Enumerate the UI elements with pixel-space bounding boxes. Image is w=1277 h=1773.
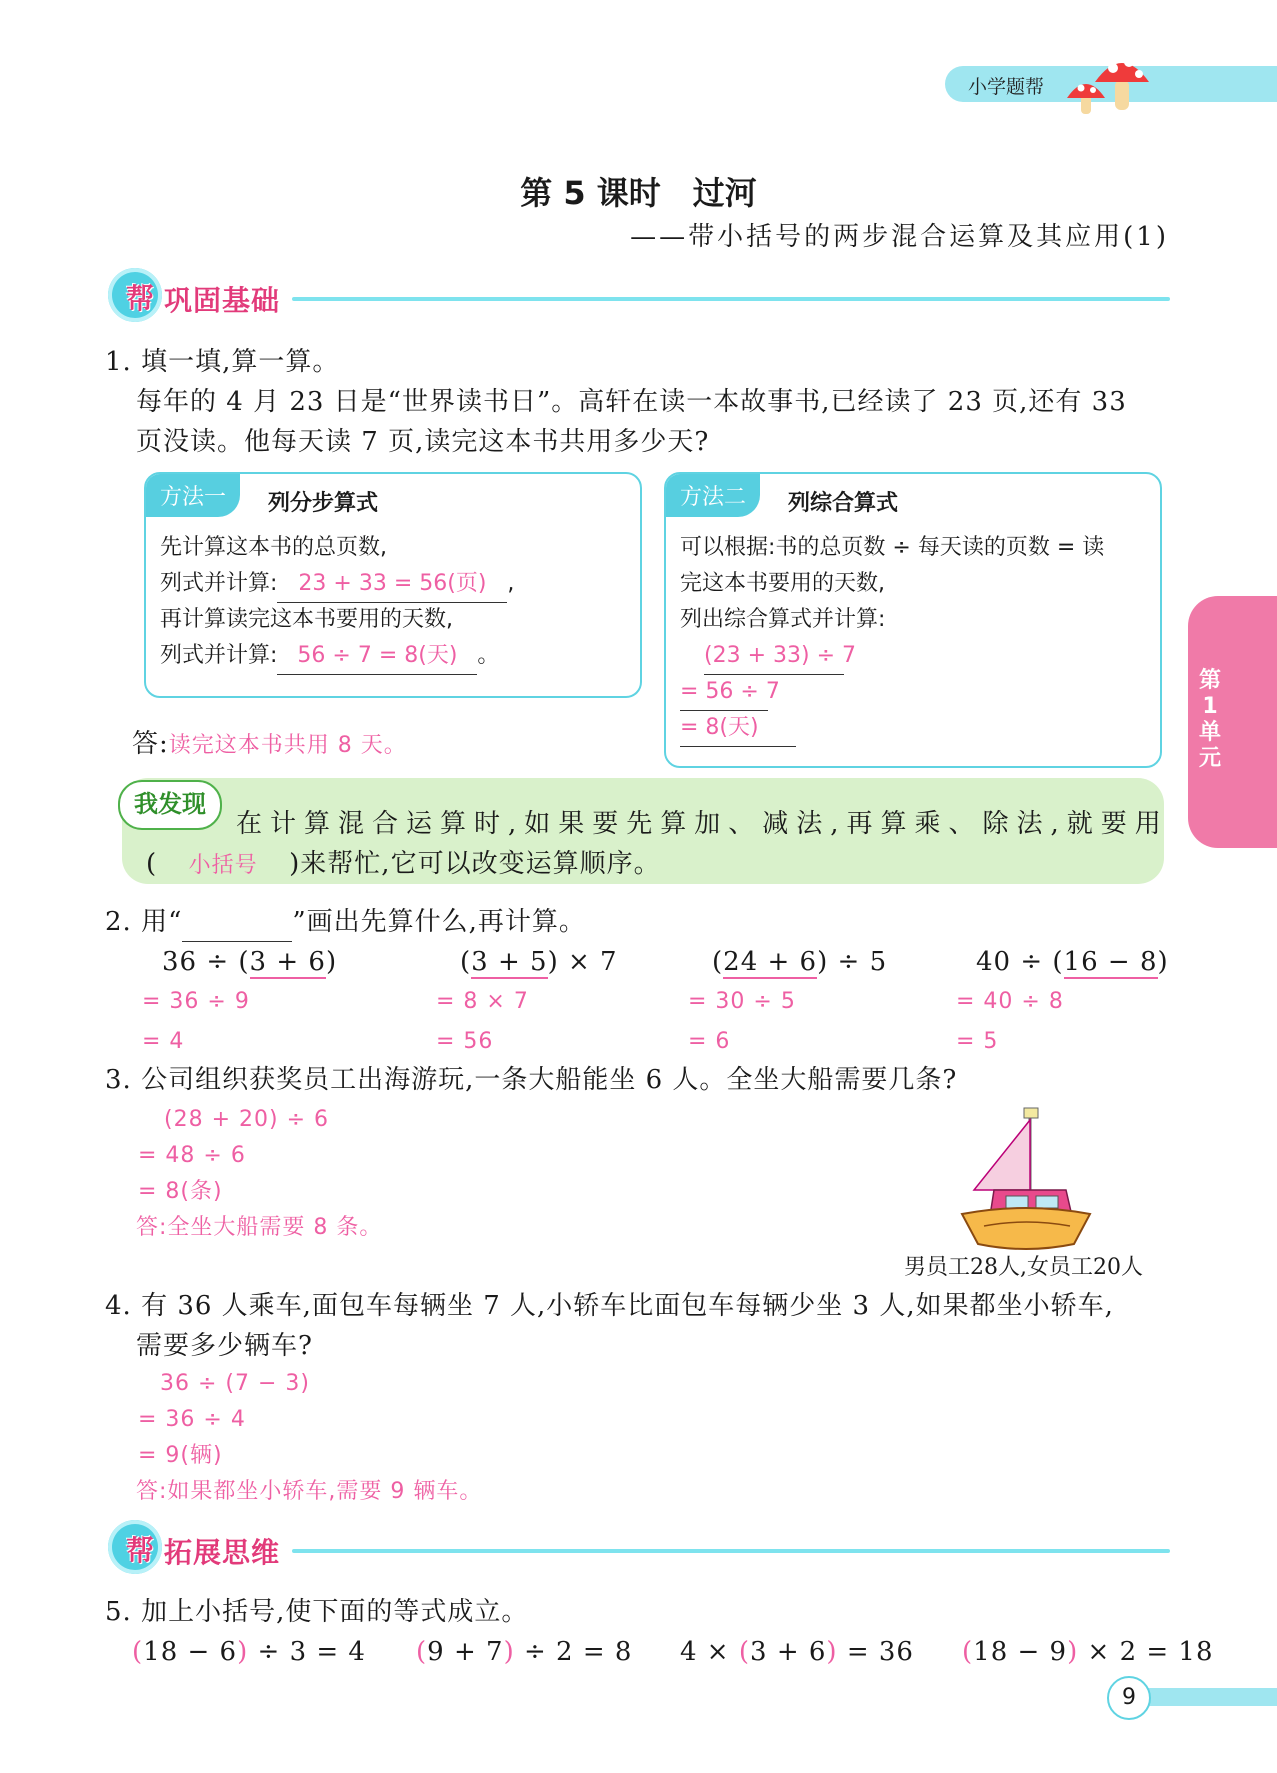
q2-expr: 40 ÷ (16 − 8) bbox=[976, 947, 1169, 977]
method1-line3: 再计算读完这本书要用的天数, bbox=[160, 607, 453, 632]
unit-side-label: 第1单元 bbox=[1198, 668, 1221, 771]
discover-answer: 小括号 bbox=[188, 853, 258, 878]
q2-item bbox=[142, 942, 338, 1062]
brand-label: 小学题帮 bbox=[968, 76, 1045, 98]
discover-line2: ( 小括号 )来帮忙,它可以改变运算顺序。 bbox=[146, 844, 661, 886]
method1-box bbox=[144, 472, 642, 698]
section-extend-title: 拓展思维 bbox=[164, 1536, 281, 1569]
method1-line4: 列式并计算: 56 ÷ 7 = 8(天) 。 bbox=[160, 638, 499, 675]
method1-answer2: 56 ÷ 7 = 8(天) bbox=[277, 638, 477, 675]
discover-badge: 我发现 bbox=[118, 780, 222, 830]
method2-line1: 可以根据:书的总页数 ÷ 每天读的页数 = 读 bbox=[680, 535, 1105, 560]
q2-item bbox=[688, 942, 888, 1062]
q1-answer-text: 读完这本书共用 8 天。 bbox=[168, 733, 407, 758]
method2-step2: = 56 ÷ 7 bbox=[680, 674, 768, 711]
q4-line1: 4. 有 36 人乘车,面包车每辆坐 7 人,小轿车比面包车每辆少坐 3 人,如果都坐小轿车, bbox=[105, 1291, 1114, 1321]
q2-step2: = 56 bbox=[436, 1029, 494, 1054]
q1-text-line2: 页没读。他每天读 7 页,读完这本书共用多少天? bbox=[136, 427, 710, 457]
section-extend-badge: 帮 bbox=[126, 1534, 156, 1567]
q2-step1: = 30 ÷ 5 bbox=[688, 989, 796, 1014]
lesson-subtitle: ——带小括号的两步混合运算及其应用(1) bbox=[630, 222, 1169, 252]
q2-step1: = 36 ÷ 9 bbox=[142, 989, 250, 1014]
section-divider bbox=[292, 297, 1170, 301]
mushroom-icon bbox=[1063, 44, 1153, 116]
q2-expr: (3 + 5) × 7 bbox=[460, 947, 618, 977]
q4-step1: 36 ÷ (7 − 3) bbox=[160, 1371, 310, 1396]
q3-step2: = 48 ÷ 6 bbox=[138, 1143, 246, 1168]
q3-answer: 答:全坐大船需要 8 条。 bbox=[136, 1215, 383, 1240]
q2-item bbox=[436, 942, 618, 1062]
method1-line1: 先计算这本书的总页数, bbox=[160, 535, 387, 560]
q3-caption: 男员工28人,女员工20人 bbox=[904, 1255, 1143, 1280]
q2-step2: = 4 bbox=[142, 1029, 185, 1054]
method2-step3: = 8(天) bbox=[680, 710, 796, 747]
method2-title: 列综合算式 bbox=[788, 491, 899, 516]
boat-illustration bbox=[954, 1106, 1096, 1256]
q5-item: (9 + 7) ÷ 2 = 8 bbox=[416, 1637, 633, 1667]
q5-item: (18 − 9) × 2 = 18 bbox=[962, 1637, 1214, 1667]
q4-line2: 需要多少辆车? bbox=[136, 1331, 313, 1361]
section-basic-badge: 帮 bbox=[126, 282, 156, 315]
q1-header: 1. 填一填,算一算。 bbox=[105, 347, 340, 377]
q4-step2: = 36 ÷ 4 bbox=[138, 1407, 246, 1432]
q5-item: 4 × (3 + 6) = 36 bbox=[680, 1637, 914, 1667]
q4-answer: 答:如果都坐小轿车,需要 9 辆车。 bbox=[136, 1479, 483, 1504]
lesson-title: 第 5 课时 过河 bbox=[520, 174, 757, 212]
section-divider bbox=[292, 1549, 1170, 1553]
q1-text-line1: 每年的 4 月 23 日是“世界读书日”。高轩在读一本故事书,已经读了 23 页,还有 33 bbox=[136, 387, 1127, 417]
method1-line2: 列式并计算: 23 + 33 = 56(页) , bbox=[160, 566, 514, 603]
q3-step1: (28 + 20) ÷ 6 bbox=[164, 1107, 329, 1132]
q2-step1: = 40 ÷ 8 bbox=[956, 989, 1064, 1014]
q2-expr: 36 ÷ (3 + 6) bbox=[162, 947, 338, 977]
discover-line1: 在计算混合运算时,如果要先算加、减法,再算乘、除法,就要用 bbox=[236, 809, 1169, 839]
q1-answer: 答:读完这本书共用 8 天。 bbox=[132, 729, 407, 759]
page-number-bar bbox=[1146, 1688, 1277, 1706]
q4-step3: = 9(辆) bbox=[138, 1443, 223, 1468]
method2-line3: 列出综合算式并计算: bbox=[680, 607, 886, 632]
q3-header: 3. 公司组织获奖员工出海游玩,一条大船能坐 6 人。全坐大船需要几条? bbox=[105, 1065, 958, 1095]
q2-step2: = 6 bbox=[688, 1029, 731, 1054]
method1-title: 列分步算式 bbox=[268, 491, 379, 516]
q2-item bbox=[956, 942, 1169, 1062]
page-number: 9 bbox=[1107, 1676, 1151, 1720]
q5-item: (18 − 6) ÷ 3 = 4 bbox=[132, 1637, 366, 1667]
method1-tag: 方法一 bbox=[146, 474, 240, 517]
method2-step1: (23 + 33) ÷ 7 bbox=[704, 638, 844, 675]
q2-step2: = 5 bbox=[956, 1029, 999, 1054]
method2-box bbox=[664, 472, 1162, 768]
q3-step3: = 8(条) bbox=[138, 1179, 223, 1204]
q5-header: 5. 加上小括号,使下面的等式成立。 bbox=[105, 1597, 529, 1627]
q2-expr: (24 + 6) ÷ 5 bbox=[712, 947, 888, 977]
method1-answer1: 23 + 33 = 56(页) bbox=[277, 566, 507, 603]
q2-header: 2. 用“ ”画出先算什么,再计算。 bbox=[105, 902, 586, 942]
q2-step1: = 8 × 7 bbox=[436, 989, 529, 1014]
section-basic-title: 巩固基础 bbox=[164, 284, 281, 317]
method2-tag: 方法二 bbox=[666, 474, 760, 517]
method2-line2: 完这本书要用的天数, bbox=[680, 571, 885, 596]
